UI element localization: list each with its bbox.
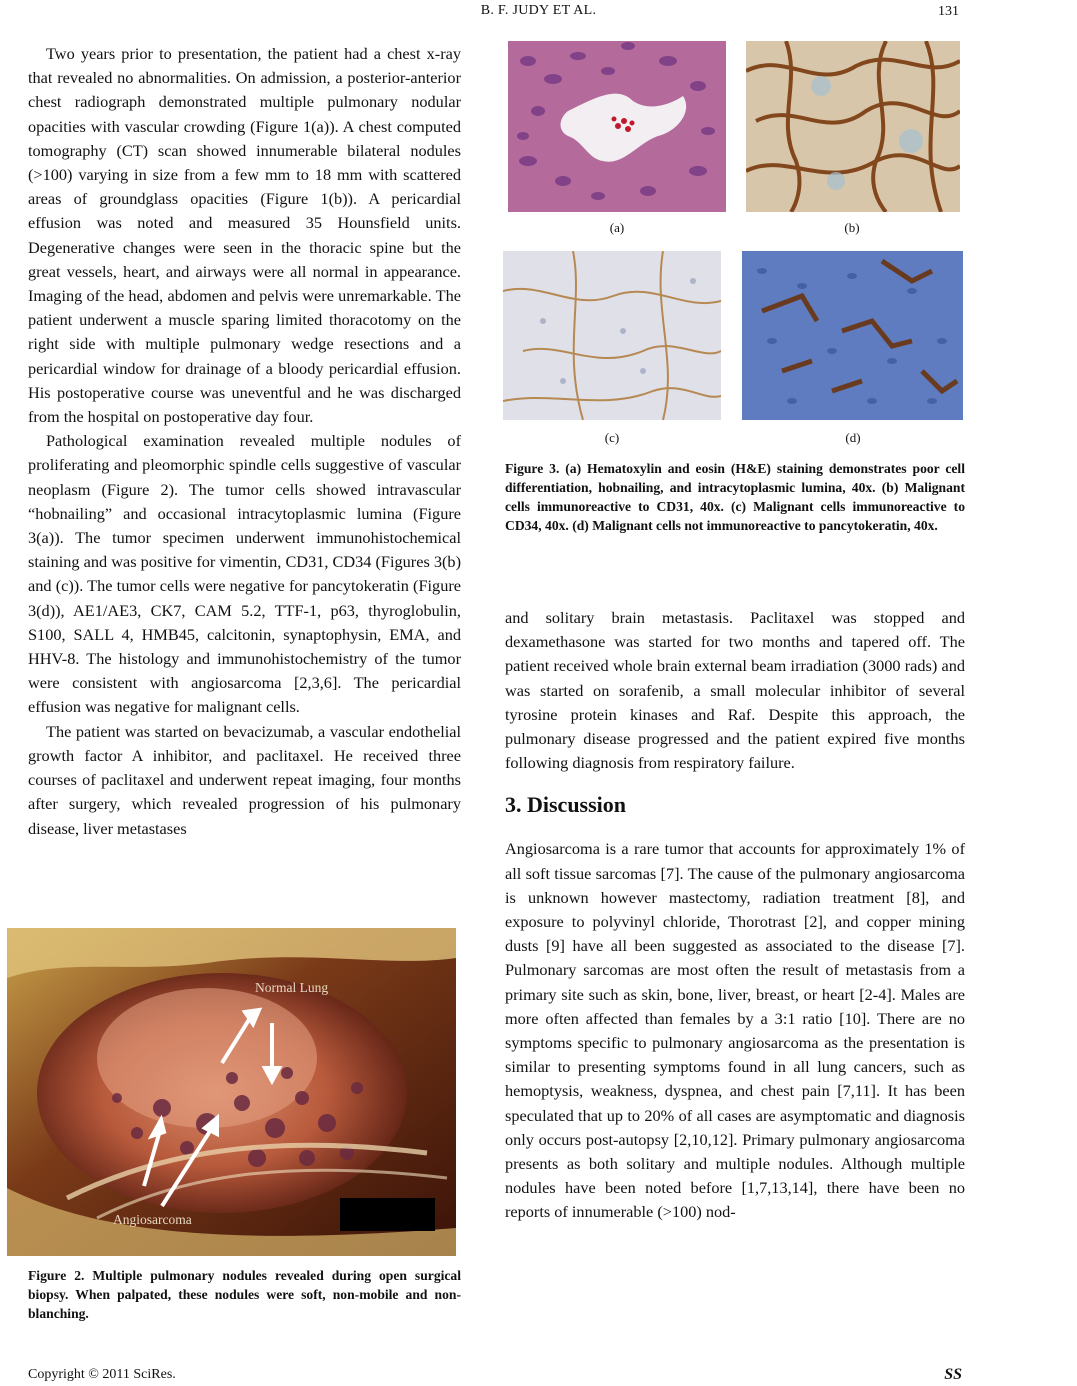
figure-3c-image bbox=[503, 251, 721, 420]
cd31-stain-illustration bbox=[746, 41, 960, 212]
angiosarcoma-label: Angiosarcoma bbox=[113, 1212, 192, 1227]
figure-2-caption: Figure 2. Multiple pulmonary nodules revealed during open surgical biopsy. When palpated, these nodules were soft, non-mobile and non-blanching. bbox=[28, 1268, 461, 1321]
pancytokeratin-stain-illustration bbox=[742, 251, 963, 420]
paragraph: Pathological examination revealed multiple nodules of proliferating and pleomorphic spindle cells suggestive of vascular neoplasm (Figure 2). The tumor cells showed intravascular “hobnailing” and occasional intracytoplasmic lumina (Figure 3(a)). The tumor specimen underwent immunohistochemical staining and was positive for vimentin, CD31, CD34 (Figures 3(b) and (c)). The tumor cells were negative for pancytokeratin (Figure 3(d)), AE1/AE3, CK7, CAM 5.2, TTF-1, p63, thyroglobulin, S100, SALL 4, HMB45, calcitonin, synaptophysin, EMA, and HHV-8. The histology and immunohistochemistry of the tumor were consistent with angiosarcoma [2,3,6]. The pericardial effusion was negative for malignant cells. bbox=[28, 431, 461, 717]
panel-b-label: (b) bbox=[844, 220, 860, 235]
left-column bbox=[28, 42, 461, 841]
paragraph: and solitary brain metastasis. Paclitaxel was stopped and dexamethasone was started for two months and tapered off. The patient received whole brain external beam irradiation (3000 rads) and was started on sorafenib, a small molecular inhibitor of several tyrosine protein kinases and Raf. Despite this approach, the pulmonary disease progressed and the patient expired five months following diagnosis from respiratory failure. bbox=[505, 608, 965, 773]
panel-a-label: (a) bbox=[609, 220, 625, 235]
figure-3-caption: Figure 3. (a) Hematoxylin and eosin (H&E) staining demonstrates poor cell differentiation, hobnailing, and intracytoplasmic lumina, 40x. (b) Malignant cells immunoreactive to CD31, 40x. (c) Malignant cells immunoreactive to CD34, 40x. (d) Malignant cells not immunoreactive to pancytokeratin, 40x. bbox=[505, 461, 965, 533]
redaction-box bbox=[340, 1198, 435, 1231]
page-number: 131 bbox=[938, 4, 959, 19]
paragraph: Angiosarcoma is a rare tumor that accounts for approximately 1% of all soft tissue sarcomas [7]. The cause of the pulmonary angiosarcoma is unknown however mastectomy, radiation treatment [8], and exposure to polyvinyl chloride, Thorotrast [2], and copper mining dusts [9] have all been suggested as associated to the disease [7]. Pulmonary sarcomas are most often the result of metastasis from a primary site such as skin, bone, liver, breast, or heart [2-4]. Males are more often affected than females by a 3:1 ratio [10]. There are no symptoms specific to pulmonary angiosarcoma as the presentation is similar to presenting symptoms found in all lung cancers, such as hemoptysis, weakness, dyspnea, and chest pain [7,11]. It has been speculated that up to 20% of all cases are asymptomatic and diagnosis only occurs post-autopsy [2,10,12]. Primary pulmonary angiosarcoma presents as both solitary and multiple nodules. Although multiple nodules have been noted before [1,7,13,14], there have been no reports of innumerable (>100) nod- bbox=[505, 839, 965, 1222]
normal-lung-label: Normal Lung bbox=[255, 980, 329, 995]
panel-d-label: (d) bbox=[845, 430, 861, 445]
panel-c-label: (c) bbox=[604, 430, 620, 445]
figure-3d-image bbox=[742, 251, 963, 420]
paragraph: Two years prior to presentation, the patient had a chest x-ray that revealed no abnormalities. On admission, a posterior-anterior chest radiograph demonstrated multiple pulmonary nodular opacities with vascular crowding (Figure 1(a)). A chest computed tomography (CT) scan showed innumerable bilateral nodules (>100) varying in size from a few mm to 18 mm with scattered areas of groundglass opacities (Figure 1(b)). A pericardial effusion was noted and measured 35 Hounsfield units. Degenerative changes were seen in the thoracic spine but the great vessels, heart, and airways were all normal in appearance. Imaging of the head, abdomen and pelvis were unremarkable. The patient underwent a muscle sparing limited thoracotomy on the right side with multiple pulmonary wedge resections and a pericardial window for drainage of a bloody pericardial effusion. His postoperative course was uneventful and he was discharged from the hospital on postoperative day four. bbox=[28, 44, 461, 427]
journal-abbrev: SS bbox=[944, 1366, 962, 1383]
he-stain-illustration bbox=[508, 41, 726, 212]
right-column bbox=[505, 606, 965, 1225]
page-header bbox=[0, 0, 1077, 30]
figure-3b-image bbox=[746, 41, 960, 212]
paragraph: The patient was started on bevacizumab, a vascular endothelial growth factor A inhibitor, and paclitaxel. He received three courses of paclitaxel and underwent repeat imaging, four months after surgery, which revealed progression of his pulmonary disease, liver metastases bbox=[28, 721, 461, 838]
running-head: B. F. JUDY ET AL. bbox=[480, 3, 597, 18]
section-heading: 3. Discussion bbox=[505, 792, 627, 818]
figure-3a-image bbox=[508, 41, 726, 212]
cd34-stain-illustration bbox=[503, 251, 721, 420]
copyright-footer: Copyright © 2011 SciRes. bbox=[28, 1367, 176, 1382]
figure-2-photo bbox=[7, 928, 456, 1256]
